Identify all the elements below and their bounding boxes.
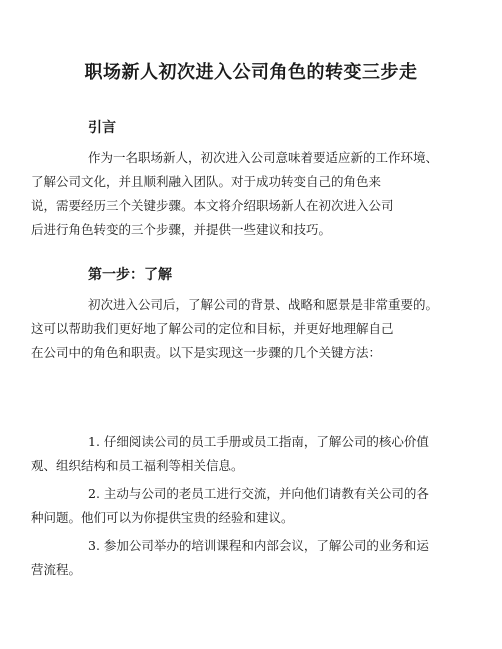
- intro-heading: 引言: [88, 120, 116, 136]
- list-item: [31, 430, 471, 478]
- list-item: [31, 482, 471, 530]
- list-item-line: 营流程。: [31, 562, 82, 577]
- step1-heading: 第一步：了解: [88, 267, 172, 283]
- intro-line: 作为一名职场新人，初次进入公司意味着要适应新的工作环境、: [88, 150, 439, 165]
- step1-paragraph: [31, 293, 471, 365]
- step1-line: 初次进入公司后，了解公司的背景、战略和愿景是非常重要的。: [88, 297, 439, 312]
- list-item-line: 1. 仔细阅读公司的员工手册或员工指南，了解公司的核心价值: [88, 434, 429, 449]
- step1-line: 这可以帮助我们更好地了解公司的定位和目标，并更好地理解自己: [31, 321, 394, 336]
- list-item-line: 2. 主动与公司的老员工进行交流，并向他们请教有关公司的各: [88, 486, 429, 501]
- list-item-line: 种问题。他们可以为你提供宝贵的经验和建议。: [31, 510, 294, 525]
- intro-paragraph: [31, 146, 471, 242]
- list-item: [31, 534, 471, 582]
- intro-line: 说，需要经历三个关键步骤。本文将介绍职场新人在初次进入公司: [31, 198, 394, 213]
- step1-method-list: [31, 430, 471, 586]
- list-item-line: 3. 参加公司举办的培训课程和内部会议，了解公司的业务和运: [88, 538, 429, 553]
- document-title: 职场新人初次进入公司角色的转变三步走: [84, 62, 418, 83]
- step1-section: [31, 265, 471, 365]
- intro-line: 后进行角色转变的三个步骤，并提供一些建议和技巧。: [31, 222, 332, 237]
- intro-section: [31, 118, 471, 242]
- intro-line: 了解公司文化，并且顺利融入团队。对于成功转变自己的角色来: [31, 174, 382, 189]
- step1-line: 在公司中的角色和职责。以下是实现这一步骤的几个关键方法：: [31, 345, 382, 360]
- list-item-line: 观、组织结构和员工福利等相关信息。: [31, 458, 244, 473]
